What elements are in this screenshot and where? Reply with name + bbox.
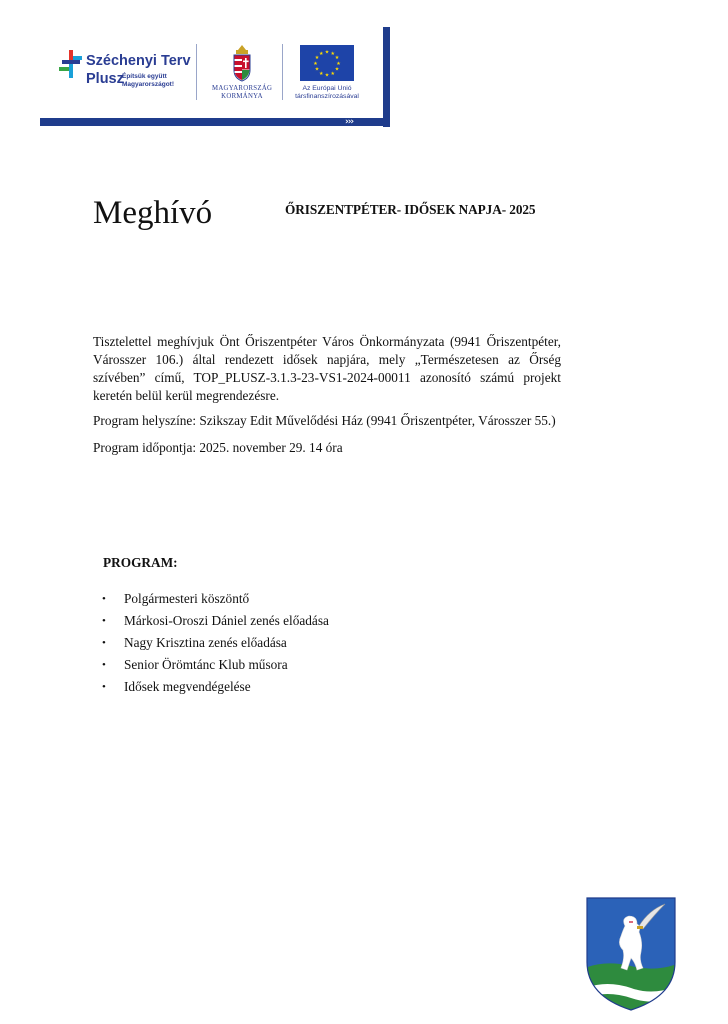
eu-star-icon: ★ — [314, 66, 320, 73]
chevrons-icon: ››› — [345, 117, 354, 127]
bullet-icon: • — [102, 593, 106, 605]
szechenyi-plus: Plusz — [86, 71, 124, 87]
eu-star-icon: ★ — [324, 49, 330, 56]
eu-line-1: Az Európai Unió — [302, 85, 352, 92]
bullet-icon: • — [102, 615, 106, 627]
list-item: • Polgármesteri köszöntő — [102, 591, 250, 606]
bullet-icon: • — [102, 681, 106, 693]
bullet-icon: • — [102, 637, 106, 649]
list-item: • Senior Örömtánc Klub műsora — [102, 657, 288, 672]
event-title: ŐRISZENTPÉTER- IDŐSEK NAPJA- 2025 — [285, 202, 536, 217]
eu-star-icon: ★ — [319, 50, 324, 57]
government-line-2: KORMÁNYA — [221, 93, 263, 100]
banner-vertical-bar — [383, 27, 390, 127]
program-list — [100, 590, 329, 700]
eu-star-icon: ★ — [330, 70, 335, 77]
list-item: • Idősek megvendégelése — [102, 679, 251, 694]
eu-star-icon: ★ — [319, 70, 324, 77]
eu-line-2: társfinanszírozásával — [295, 93, 359, 100]
banner-bottom-bar — [40, 118, 390, 126]
program-datetime: Program időpontja: 2025. november 29. 14 óra — [93, 440, 343, 455]
eu-star-icon: ★ — [334, 55, 340, 62]
list-item: • Márkosi-Oroszi Dániel zenés előadása — [102, 613, 329, 628]
szechenyi-tagline-1: Építsük együtt — [122, 73, 167, 80]
document-title: Meghívó — [93, 195, 213, 231]
logo-divider — [196, 44, 197, 100]
eu-star-icon: ★ — [336, 60, 341, 67]
szechenyi-tagline-2: Magyarországot! — [122, 81, 175, 88]
szechenyi-cross-icon — [58, 50, 84, 78]
eu-flag-icon — [300, 45, 354, 81]
intro-paragraph: Tisztelettel meghívjuk Önt Őriszentpéter Város Önkormányzata (9941 Őriszentpéter, Városszer 106.) által rendezett idősek napjára, mely „Természetesen az Őrség szívében” című, TOP_PLUSZ-3.1.3-23-VS1-2024-00011 azonosító számú projekt keretén belül kerül megrendezésre. — [93, 334, 561, 403]
logo-divider — [282, 44, 283, 100]
coat-of-arms-icon — [585, 896, 677, 1012]
hungarian-crest-icon — [232, 44, 252, 82]
eu-star-icon: ★ — [314, 55, 320, 62]
program-location: Program helyszíne: Szikszay Edit Művelődési Ház (9941 Őriszentpéter, Városszer 55.) — [93, 413, 556, 428]
eu-star-icon: ★ — [324, 72, 330, 79]
eu-star-icon: ★ — [313, 60, 318, 67]
eu-star-icon: ★ — [330, 50, 335, 57]
list-item: • Nagy Krisztina zenés előadása — [102, 635, 287, 650]
szechenyi-title: Széchenyi Terv — [86, 53, 191, 69]
eu-star-icon: ★ — [334, 66, 340, 73]
government-line-1: MAGYARORSZÁG — [212, 85, 273, 92]
program-heading: PROGRAM: — [103, 555, 178, 570]
bullet-icon: • — [102, 659, 106, 671]
